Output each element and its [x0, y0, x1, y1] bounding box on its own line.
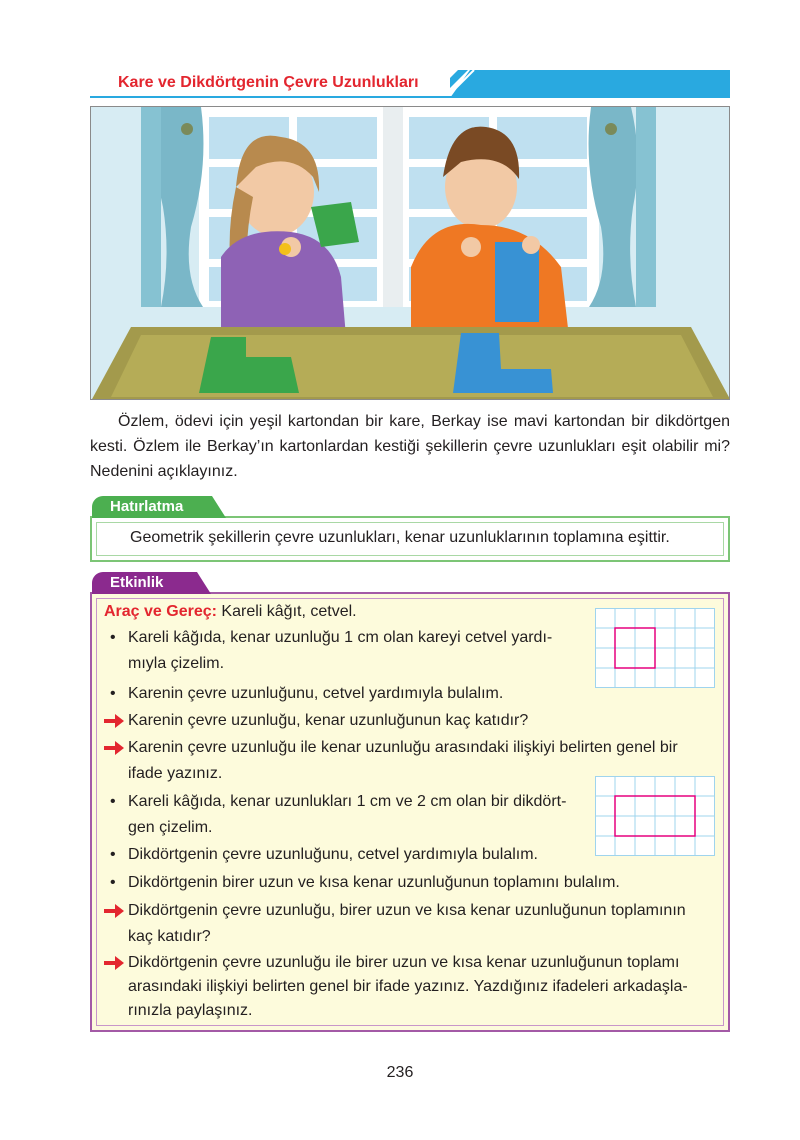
activity-item-6: Dikdörtgenin çevre uzunluğunu, cetvel yardımıyla bulalım.: [128, 846, 538, 863]
intro-paragraph: Özlem, ödevi için yeşil kartondan bir kare, Berkay ise mavi kartondan bir dikdörtgen kesti. Özlem ile Berkay’ın kartonlardan kestiği şekillerin çevre uzunlukları eşit olabilir mi? Nedenini açıklayınız.: [90, 413, 730, 480]
activity-item-4a: Karenin çevre uzunluğu ile kenar uzunluğu arasındaki ilişkiyi belirten genel bir: [128, 739, 678, 756]
header-stripe-decoration: [450, 70, 730, 98]
activity-item-1a: Kareli kâğıda, kenar uzunluğu 1 cm olan kareyi cetvel yardı-: [128, 629, 553, 646]
bullet-icon: •: [110, 685, 116, 702]
page-number: 236: [386, 1064, 414, 1081]
red-right-arrow-icon: [104, 714, 124, 728]
activity-item-8b: kaç katıdır?: [128, 928, 211, 945]
section-title: Kare ve Dikdörtgenin Çevre Uzunlukları: [118, 74, 419, 91]
activity-tag: Etkinlik: [92, 572, 197, 594]
activity-item-4b: ifade yazınız.: [128, 765, 223, 782]
activity-item-9b: arasındaki ilişkiyi belirten genel bir ifade yazınız. Yazdığınız ifadeleri arkadaşla-: [128, 978, 688, 995]
illustration-scene: [91, 107, 730, 400]
activity-item-5a: Kareli kâğıda, kenar uzunlukları 1 cm ve 2 cm olan bir dikdört-: [128, 793, 567, 810]
reminder-tag: Hatırlatma: [92, 496, 212, 518]
activity-item-5b: gen çizelim.: [128, 819, 213, 836]
rectangle-grid-drawing: [595, 776, 715, 856]
section-header: [90, 70, 730, 98]
bullet-icon: •: [110, 629, 116, 646]
activity-item-2: Karenin çevre uzunluğunu, cetvel yardımıyla bulalım.: [128, 685, 504, 702]
activity-item-9c: rınızla paylaşınız.: [128, 1002, 253, 1019]
activity-item-9a: Dikdörtgenin çevre uzunluğu ile birer uzun ve kısa kenar uzunluğunun toplamı: [128, 954, 680, 971]
square-grid-drawing: [595, 608, 715, 688]
materials-text: Kareli kâğıt, cetvel.: [216, 603, 357, 620]
bullet-icon: •: [110, 846, 116, 863]
activity-item-7: Dikdörtgenin birer uzun ve kısa kenar uzunluğunun toplamını bulalım.: [128, 874, 620, 891]
bullet-icon: •: [110, 793, 116, 810]
materials-line: [104, 600, 357, 624]
illustration-children-cutting-cardboard: [90, 106, 730, 400]
activity-item-8a: Dikdörtgenin çevre uzunluğu, birer uzun ve kısa kenar uzunluğunun toplamının: [128, 902, 686, 919]
red-right-arrow-icon: [104, 904, 124, 918]
activity-item-1b: mıyla çizelim.: [128, 655, 225, 672]
red-right-arrow-icon: [104, 741, 124, 755]
activity-item-3: Karenin çevre uzunluğu, kenar uzunluğunun kaç katıdır?: [128, 712, 529, 729]
materials-label: Araç ve Gereç:: [104, 603, 217, 620]
bullet-icon: •: [110, 874, 116, 891]
red-right-arrow-icon: [104, 956, 124, 970]
header-underline: [90, 96, 730, 98]
reminder-text: Geometrik şekillerin çevre uzunlukları, kenar uzunluklarının toplamına eşittir.: [130, 529, 670, 546]
